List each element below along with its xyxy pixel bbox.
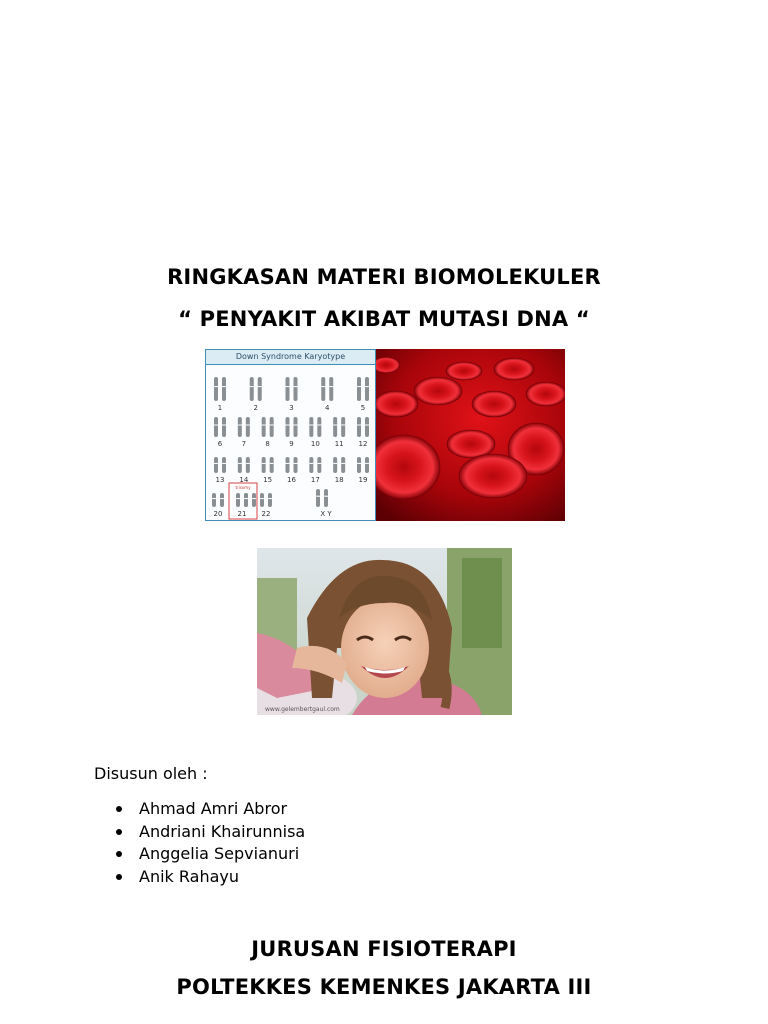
chromosome-number: 21 [237, 510, 247, 518]
chromosome-number: 6 [217, 440, 223, 448]
chromosome-pair [357, 377, 369, 401]
photo-watermark: www.gelembertgaul.com [265, 706, 340, 713]
chromosome-pair [262, 457, 274, 473]
chromosome-pair [262, 417, 274, 437]
chromosome-number: 10 [310, 440, 320, 448]
chromosome-pair [214, 377, 226, 401]
chromosome-number: 11 [334, 440, 344, 448]
chromosome-pair [214, 417, 226, 437]
chromosome-number: 18 [334, 476, 344, 484]
chromosome-number: X Y [320, 510, 332, 518]
chromosome-number: 22 [261, 510, 271, 518]
chromosome-number: 16 [287, 476, 296, 484]
chromosome-number: 5 [360, 404, 366, 412]
list-item: Anggelia Sepvianuri [114, 843, 305, 866]
karyotype-heading: Down Syndrome Karyotype [206, 350, 375, 365]
chromosome-pair [316, 489, 328, 507]
chromosome-number: 4 [325, 404, 330, 412]
document-subtitle: “ PENYAKIT AKIBAT MUTASI DNA “ [178, 307, 590, 331]
chromosome-pair [214, 457, 226, 473]
chromosome-number: 3 [289, 404, 294, 412]
document-title: RINGKASAN MATERI BIOMOLEKULER [167, 265, 601, 289]
chromosome-number: 20 [213, 510, 223, 518]
list-item: Anik Rahayu [114, 866, 305, 889]
chromosome-number: 7 [241, 440, 247, 448]
list-item: Andriani Khairunnisa [114, 821, 305, 844]
chromosome-pair [244, 493, 256, 507]
chromosome-pair [309, 457, 321, 473]
karyotype-image [205, 349, 376, 521]
chromosome-pair [309, 417, 321, 437]
chromosome-pair [333, 457, 345, 473]
institution-name: POLTEKKES KEMENKES JAKARTA III [176, 975, 592, 999]
chromosome-pair [357, 417, 369, 437]
chromosome-pair [357, 457, 369, 473]
chromosome-number: 14 [239, 476, 249, 484]
trisomy-label: trisomy [235, 485, 251, 490]
chromosome-pair [238, 417, 250, 437]
author-list [114, 798, 305, 888]
list-item: Ahmad Amri Abror [114, 798, 305, 821]
chromosome-number: 17 [310, 476, 320, 484]
chromosome-pair [321, 377, 333, 401]
chromosome-pair [238, 457, 250, 473]
chromosome-number: 8 [265, 440, 270, 448]
chromosome-number: 2 [253, 404, 258, 412]
chromosome-number: 1 [217, 404, 223, 412]
chromosome-pair [286, 377, 298, 401]
author-label: Disusun oleh : [94, 764, 208, 783]
chromosome-pair [286, 457, 298, 473]
child-photo [257, 548, 512, 715]
chromosome-pair [260, 493, 272, 507]
red-blood-cells-image [376, 349, 565, 521]
chromosome-number: 19 [358, 476, 368, 484]
chromosome-number: 15 [263, 476, 273, 484]
chromosome-number: 12 [358, 440, 368, 448]
chromosome-pair [333, 417, 345, 437]
department-name: JURUSAN FISIOTERAPI [251, 937, 517, 961]
chromosome-number: 13 [215, 476, 225, 484]
chromosome-pair [286, 417, 298, 437]
chromosome-number: 9 [289, 440, 294, 448]
karyotype-chart [206, 365, 375, 521]
chromosome-pair [250, 377, 262, 401]
chromosome-pair [212, 493, 224, 507]
